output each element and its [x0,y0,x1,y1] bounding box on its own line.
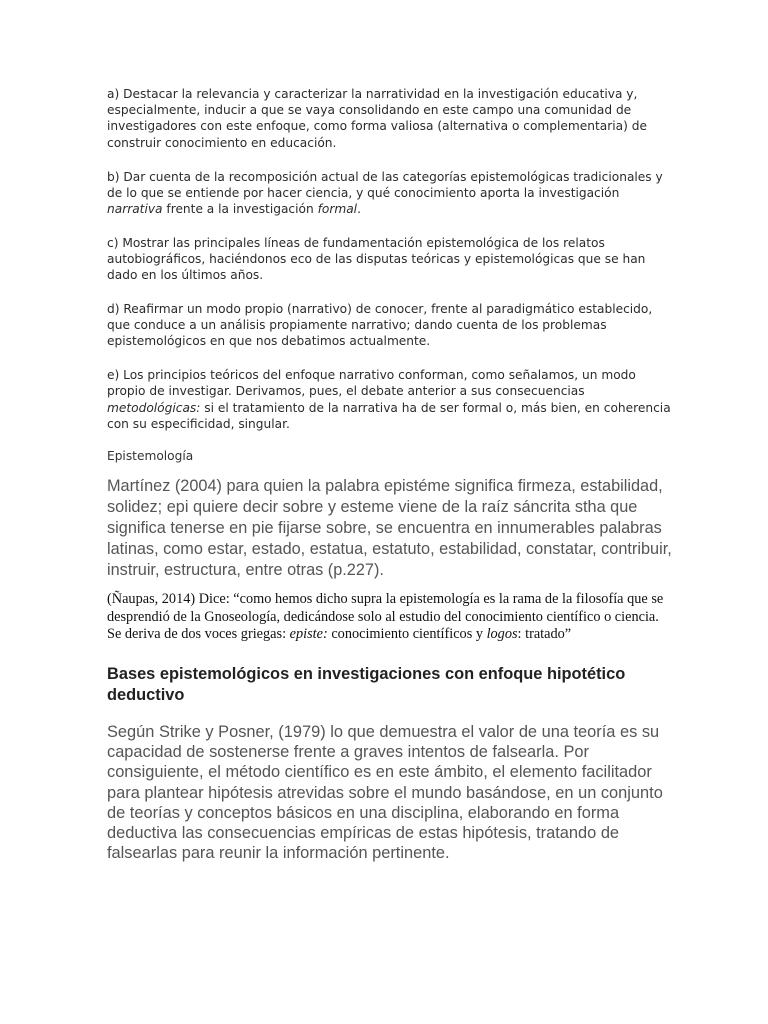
objective-b [107,169,672,218]
martinez-paragraph: Martínez (2004) para quien la palabra epistéme significa firmeza, estabilidad, solidez; epi quiere decir sobre y esteme viene de la raíz sáncrita stha que significa tenerse en pie fijarse sobre, se encuentra en innumerables palabras latinas, como estar, estado, estatua, estatuto, estabilidad, constatar, contribuir, instruir, estructura, entre otras (p.227). [107,477,672,580]
objective-b-em-formal: formal [317,202,358,217]
naupas-text-3: conocimiento científicos y [327,626,487,643]
naupas-em-logos: logos [486,626,518,643]
document-page [107,86,672,864]
bases-heading: Bases epistemológicos en investigaciones con enfoque hipotético deductivo [107,664,626,704]
naupas-em-episte: episte: [289,626,328,643]
objective-b-text-3: . [357,202,361,217]
objective-e-text-2: si el tratamiento de la narrativa ha de ser formal o, más bien, en coherencia con su especificidad, singular. [107,400,671,431]
objective-b-text-1: b) Dar cuenta de la recomposición actual de las categorías epistemológicas tradicionales y de lo que se entiende por hacer ciencia, y qué conocimiento aporta la investigación [107,169,663,201]
strike-posner-paragraph: Según Strike y Posner, (1979) lo que demuestra el valor de una teoría es su capacidad de sostenerse frente a graves intentos de falsearla. Por consiguiente, el método científico es en este ámbito, el elemento facilitador para plantear hipótesis atrevidas sobre el mundo basándose, en un conjunto de teorías y conceptos básicos en una disciplina, elaborando en forma deductiva las consecuencias empíricas de estas hipótesis, tratando de falsearlas para reunir la información pertinente. [107,722,663,863]
objective-b-em-narrativa: narrativa [107,202,163,217]
objective-b-text-2: frente a la investigación [162,202,318,217]
objective-d: d) Reafirmar un modo propio (narrativo) de conocer, frente al paradigmático establecido, que conduce a un análisis propiamente narrativo; dando cuenta de los problemas epistemológicos en que nos debatimos actualmente. [107,302,653,349]
naupas-text-2: : “como hemos dicho supra la epistemología es la rama de la filosofía que se desprendió de la Gnoseología, dedicándose solo al estudio del conocimiento científico o ciencia. Se deriva de dos voces griegas: [107,591,664,643]
objective-e-text-1: e) Los principios teóricos del enfoque narrativo conforman, como señalamos, un modo propio de investigar. Derivamos, pues, el debate anterior a sus consecuencias [107,368,636,399]
naupas-quote [107,591,672,643]
naupas-text-1: (Ñaupas, 2014) Dice [107,591,226,608]
naupas-text-4: : tratado” [517,626,572,643]
objective-a: a) Destacar la relevancia y caracterizar la narratividad en la investigación educativa y, especialmente, inducir a que se vaya consolidando en este campo una comunidad de investigadores con este enfoque, como forma valiosa (alternativa o complementaria) de construir conocimiento en educación. [107,87,647,150]
objective-e [107,367,672,432]
objective-e-em-metodologicas: metodológicas: [107,400,201,415]
epistemologia-heading: Epistemología [107,449,194,464]
objective-c: c) Mostrar las principales líneas de fundamentación epistemológica de los relatos autobiográficos, haciéndonos eco de las disputas teóricas y epistemológicas que se han dado en los últimos años. [107,235,646,283]
objectives-list [107,86,672,432]
